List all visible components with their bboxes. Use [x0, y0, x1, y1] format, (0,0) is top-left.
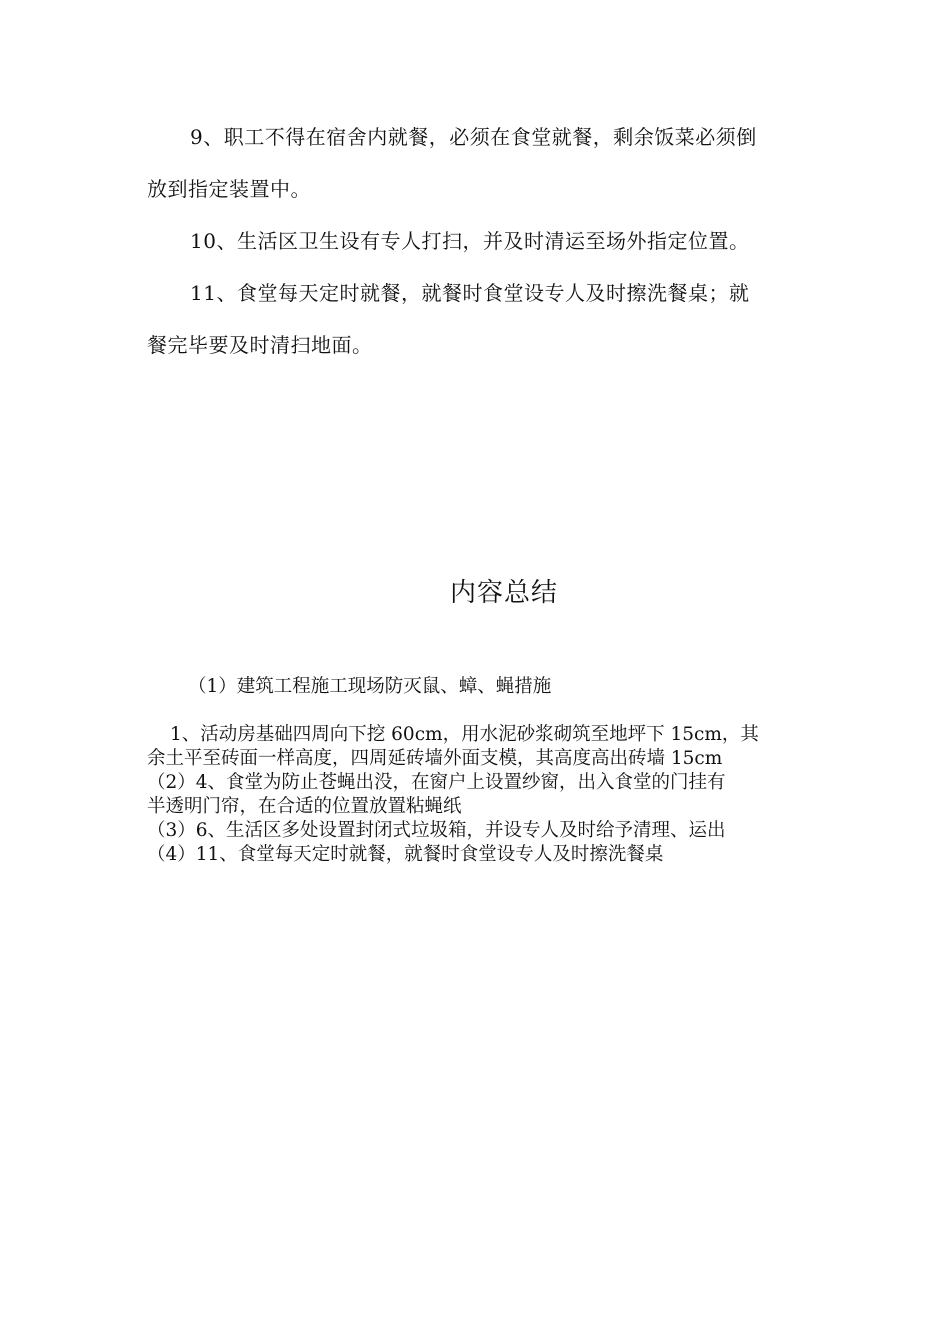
summary-line-3: （2）4、食堂为防止苍蝇出没，在窗户上设置纱窗，出入食堂的门挂有	[147, 772, 726, 793]
summary-line-2: 余土平至砖面一样高度，四周延砖墙外面支模，其高度高出砖墙 15cm	[147, 748, 723, 769]
paragraph-11-line-2: 餐完毕要及时清扫地面。	[147, 333, 373, 357]
paragraph-9-line-1: 9、职工不得在宿舍内就餐，必须在食堂就餐，剩余饭菜必须倒	[190, 125, 757, 149]
paragraph-9-line-2: 放到指定装置中。	[147, 177, 311, 201]
summary-line-4: 半透明门帘，在合适的位置放置粘蝇纸	[147, 796, 462, 817]
summary-line-6: （4）11、食堂每天定时就餐，就餐时食堂设专人及时擦洗餐桌	[147, 844, 664, 865]
paragraph-10: 10、生活区卫生设有专人打扫，并及时清运至场外指定位置。	[190, 229, 750, 253]
summary-heading: （1）建筑工程施工现场防灭鼠、蟑、蝇措施	[188, 676, 552, 697]
summary-title: 内容总结	[449, 578, 558, 608]
summary-line-5: （3）6、生活区多处设置封闭式垃圾箱，并设专人及时给予清理、运出	[147, 820, 726, 841]
summary-line-1: 1、活动房基础四周向下挖 60cm，用水泥砂浆砌筑至地坪下 15cm，其	[170, 724, 759, 745]
paragraph-11-line-1: 11、食堂每天定时就餐，就餐时食堂设专人及时擦洗餐桌；就	[190, 281, 750, 305]
